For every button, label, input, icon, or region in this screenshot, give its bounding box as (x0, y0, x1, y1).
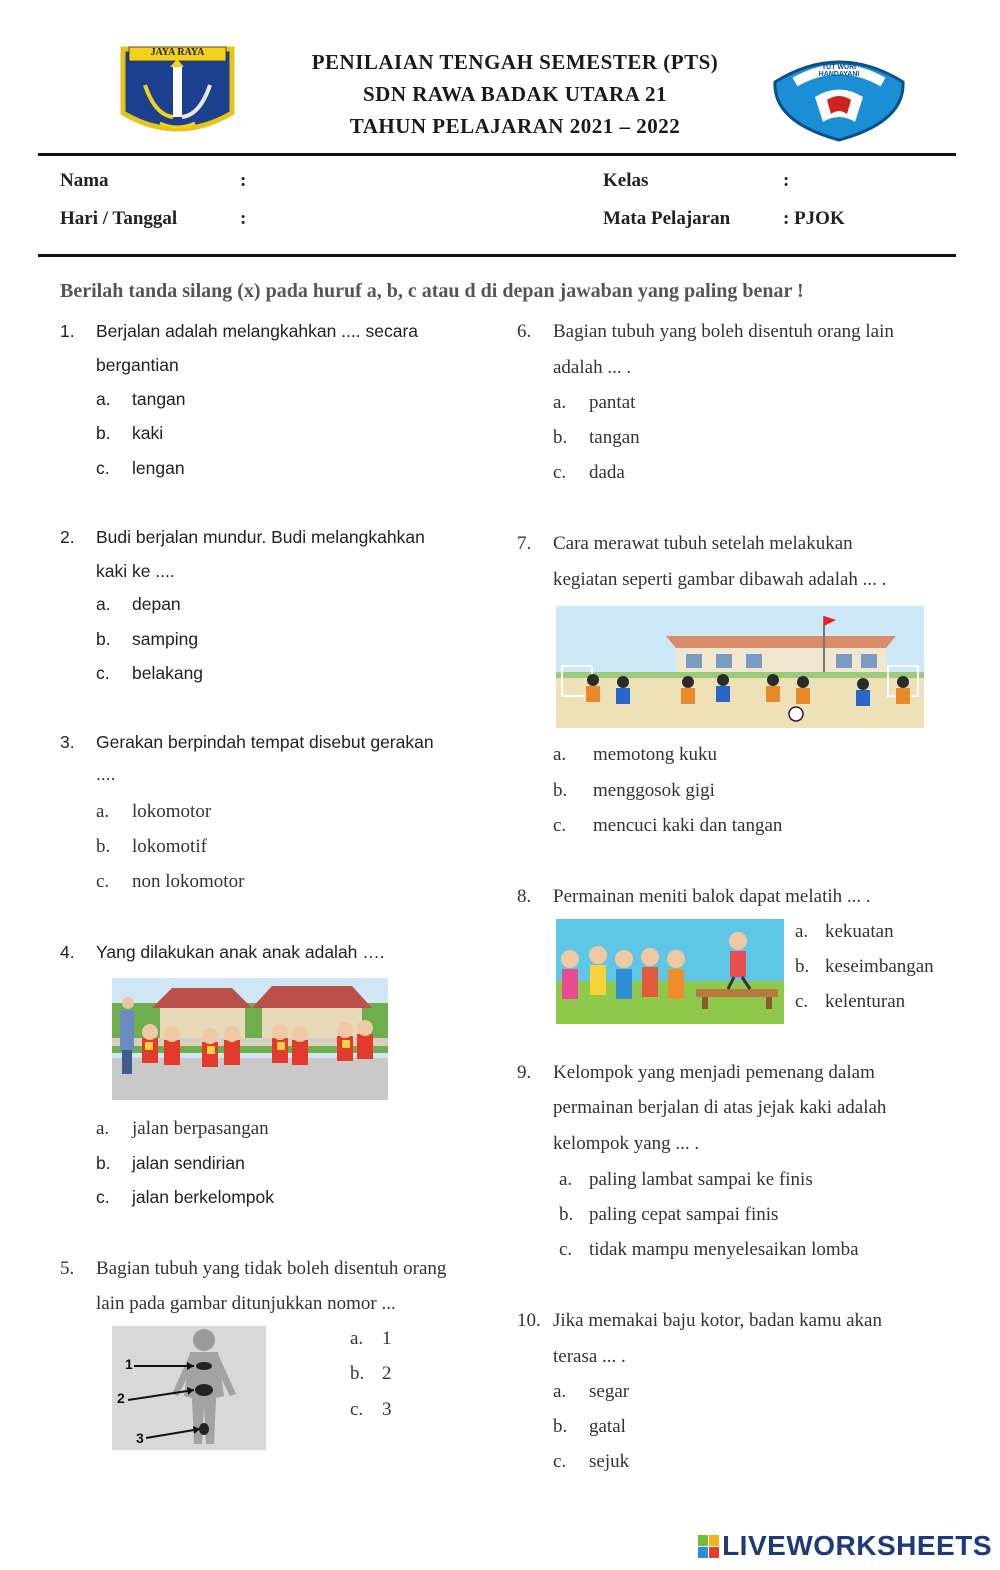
question-number: 8. (517, 886, 532, 907)
option-a[interactable]: a. 1 (350, 1328, 392, 1349)
question-2 (60, 520, 500, 700)
question-number: 5. (60, 1258, 75, 1279)
option-a[interactable]: a. memotong kuku (553, 744, 718, 765)
liveworksheets-logo-icon (698, 1535, 720, 1559)
question-number: 4. (60, 942, 75, 962)
question-text: Gerakan berpindah tempat disebut gerakan (96, 732, 434, 752)
option-c[interactable]: c. sejuk (553, 1451, 630, 1472)
mapel-value: : PJOK (783, 208, 845, 229)
question-text: Yang dilakukan anak anak adalah …. (96, 942, 385, 962)
logo-left-text: JAYA RAYA (150, 47, 205, 58)
question-text: kegiatan seperti gambar dibawah adalah ... . (553, 569, 887, 590)
question-text: Jika memakai baju kotor, badan kamu akan (553, 1310, 882, 1331)
option-a[interactable]: a. tangan (96, 389, 186, 409)
option-b[interactable]: b. kaki (96, 423, 164, 443)
kelas-colon: : (783, 170, 790, 191)
question-text: bergantian (96, 355, 179, 375)
option-a[interactable]: a. depan (96, 594, 181, 614)
option-b[interactable]: b. jalan sendirian (96, 1153, 245, 1173)
question-number: 9. (517, 1062, 532, 1083)
body-figure-illustration (112, 1326, 266, 1450)
option-b[interactable]: b. lokomotif (96, 836, 207, 857)
title-line-2: SDN RAWA BADAK UTARA 21 (363, 82, 667, 106)
option-c[interactable]: c. dada (553, 462, 625, 483)
option-b[interactable]: b. 2 (350, 1363, 392, 1384)
football-illustration (556, 606, 924, 728)
option-b[interactable]: b. keseimbangan (795, 956, 934, 977)
hari-colon: : (240, 208, 247, 229)
option-a[interactable]: a. lokomotor (96, 801, 212, 822)
question-text: Kelompok yang menjadi pemenang dalam (553, 1062, 875, 1083)
option-c[interactable]: c. lengan (96, 458, 185, 478)
option-c[interactable]: c. mencuci kaki dan tangan (553, 815, 783, 836)
option-b[interactable]: b. menggosok gigi (553, 780, 715, 801)
kelas-label: Kelas (603, 170, 649, 191)
question-text: permainan berjalan di atas jejak kaki adalah (553, 1097, 887, 1118)
header-rule-top (38, 153, 956, 156)
question-text: lain pada gambar ditunjukkan nomor ... (96, 1293, 396, 1314)
question-text: kaki ke .... (96, 561, 175, 581)
question-text: terasa ... . (553, 1346, 626, 1367)
option-b[interactable]: b. gatal (553, 1416, 626, 1437)
question-3 (60, 725, 500, 905)
option-c[interactable]: c. kelenturan (795, 991, 906, 1012)
question-text: kelompok yang ... . (553, 1133, 700, 1154)
option-a[interactable]: a. jalan berpasangan (96, 1118, 269, 1139)
option-c[interactable]: c. non lokomotor (96, 871, 245, 892)
question-text: Budi berjalan mundur. Budi melangkahkan (96, 527, 425, 547)
option-a[interactable]: a. segar (553, 1381, 630, 1402)
liveworksheets-wordmark: LIVEWORKSHEETS (722, 1530, 992, 1561)
question-9 (517, 1055, 957, 1275)
question-1 (60, 314, 500, 494)
question-number: 2. (60, 527, 75, 547)
option-c[interactable]: c. jalan berkelompok (96, 1187, 275, 1207)
mapel-label: Mata Pelajaran (603, 208, 731, 229)
question-number: 3. (60, 732, 75, 752)
balance-beam-illustration (556, 919, 784, 1024)
jaya-raya-logo (115, 45, 240, 145)
children-walking-illustration (112, 978, 388, 1100)
question-text: .... (96, 764, 116, 784)
question-text: Permainan meniti balok dapat melatih ... . (553, 886, 871, 907)
title-line-1: PENILAIAN TENGAH SEMESTER (PTS) (311, 50, 719, 74)
question-number: 7. (517, 533, 532, 554)
option-b[interactable]: b. tangan (553, 427, 640, 448)
body-number-2: 2 (117, 1390, 125, 1406)
question-10 (517, 1303, 957, 1483)
option-b[interactable]: b. samping (96, 629, 199, 649)
nama-colon: : (240, 170, 247, 191)
option-a[interactable]: a. paling lambat sampai ke finis (559, 1169, 813, 1190)
hari-label: Hari / Tanggal (60, 208, 178, 229)
instruction: Berilah tanda silang (x) pada huruf a, b, c atau d di depan jawaban yang paling benar ! (60, 280, 804, 302)
nama-label: Nama (60, 170, 109, 191)
option-b[interactable]: b. paling cepat sampai finis (559, 1204, 779, 1225)
question-6 (517, 314, 957, 494)
title-line-3: TAHUN PELAJARAN 2021 – 2022 (349, 114, 681, 138)
option-a[interactable]: a. pantat (553, 392, 636, 413)
question-text: adalah ... . (553, 357, 632, 378)
header-rule-bottom (38, 254, 956, 257)
option-c[interactable]: c. 3 (350, 1399, 392, 1420)
option-c[interactable]: c. tidak mampu menyelesaikan lomba (559, 1239, 859, 1260)
body-number-1: 1 (125, 1356, 133, 1372)
question-text: Bagian tubuh yang boleh disentuh orang lain (553, 321, 894, 342)
option-c[interactable]: c. belakang (96, 663, 204, 683)
option-a[interactable]: a. kekuatan (795, 921, 894, 942)
question-number: 10. (517, 1310, 541, 1331)
tut-wuri-handayani-logo (765, 52, 913, 142)
body-number-3: 3 (136, 1430, 144, 1446)
question-number: 1. (60, 321, 75, 341)
question-text: Cara merawat tubuh setelah melakukan (553, 533, 853, 554)
logo-right-text: TUT WURI HANDAYANI (818, 64, 860, 78)
question-text: Bagian tubuh yang tidak boleh disentuh orang (96, 1258, 447, 1279)
question-number: 6. (517, 321, 532, 342)
question-text: Berjalan adalah melangkahkan .... secara (96, 321, 419, 341)
